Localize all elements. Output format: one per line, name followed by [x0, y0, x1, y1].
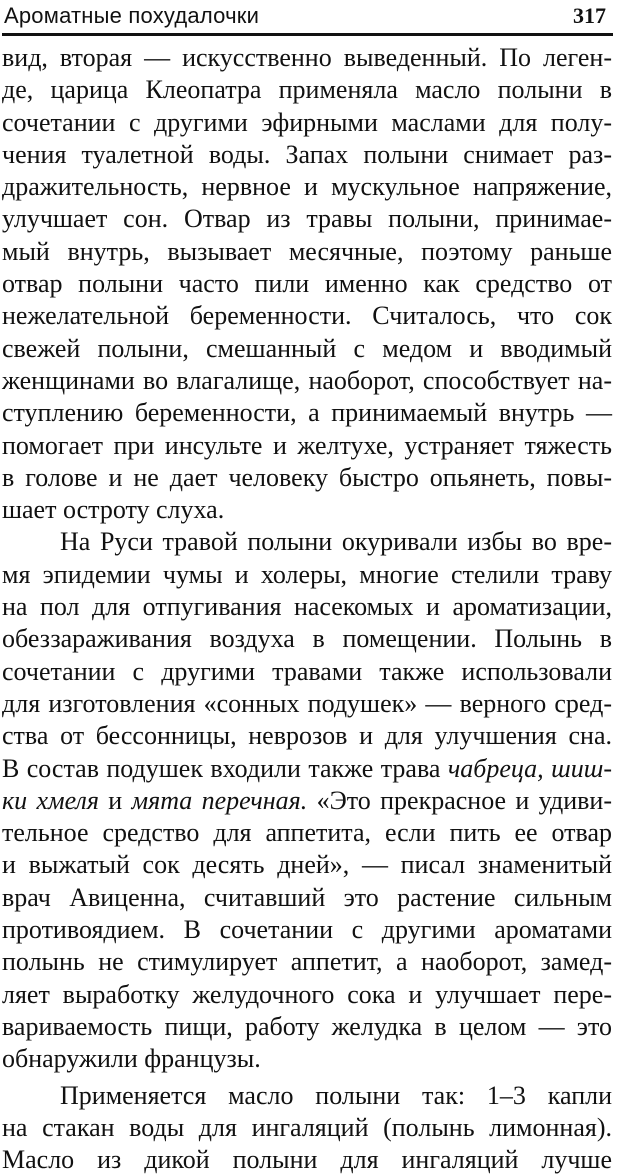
text-line: для изготовления «сонных подушек» — верного сред-: [2, 688, 612, 720]
text-line: ляет выработку желудочного сока и улучшает пере-: [2, 979, 612, 1011]
running-title: Ароматные похудалочки: [4, 2, 259, 30]
text-line: врач Авиценна, считавший это растение сильным: [2, 882, 612, 914]
text-line: на пол для отпугивания насекомых и ароматизации,: [2, 591, 612, 623]
text-line: Масло из дикой полыни для ингаляций лучше: [2, 1144, 612, 1176]
text-line: нежелательной беременности. Считалось, что сок: [2, 300, 612, 332]
paragraph-2: [2, 526, 612, 1075]
text-line: сочетании с другими травами также использовали: [2, 656, 612, 688]
text-line: вид, вторая — искусственно выведенный. По леген-: [2, 42, 612, 74]
text-line: шает остроту слуха.: [2, 494, 612, 526]
text-line: женщинами во влагалище, наоборот, способствует на-: [2, 365, 612, 397]
text-line: в голове и не дает человеку быстро опьянеть, повы-: [2, 462, 612, 494]
text-line: противоядием. В сочетании с другими ароматами: [2, 914, 612, 946]
italic-plant-name: мята перечная.: [132, 786, 308, 815]
text-line: На Руси травой полыни окуривали избы во вре-: [2, 526, 612, 558]
text-line: отвар полыни часто пили именно как средство от: [2, 268, 612, 300]
italic-plant-name: ки хмеля: [2, 786, 99, 815]
text-line: ступлению беременности, а принимаемый внутрь —: [2, 397, 612, 429]
text-line: Применяется масло полыни так: 1–3 капли: [2, 1080, 612, 1112]
text-line: мя эпидемии чумы и холеры, многие стелили траву: [2, 559, 612, 591]
text-line: и выжатый сок десять дней», — писал знаменитый: [2, 849, 612, 881]
text-line: тельное средство для аппетита, если пить ее отвар: [2, 817, 612, 849]
text-line: обеззараживания воздуха в помещении. Полынь в: [2, 623, 612, 655]
paragraph-1: [2, 42, 612, 526]
text-line: помогает при инсульте и желтухе, устраняет тяжесть: [2, 430, 612, 462]
text-line: обнаружили французы.: [2, 1043, 612, 1075]
text-line: вариваемость пищи, работу желудка в целом — это: [2, 1011, 612, 1043]
text-run: «Это прекрасное и удиви-: [307, 786, 612, 815]
text-line: свежей полыни, смешанный с медом и вводимый: [2, 333, 612, 365]
text-line: мый внутрь, вызывает месячные, поэтому раньше: [2, 236, 612, 268]
text-line: полынь не стимулирует аппетит, а наоборот, замед-: [2, 946, 612, 978]
text-line: сочетании с другими эфирными маслами для полу-: [2, 107, 612, 139]
text-line: улучшает сон. Отвар из травы полыни, принимае-: [2, 203, 612, 235]
page-number: 317: [573, 2, 606, 30]
paragraph-3: [2, 1080, 612, 1176]
text-line: на стакан воды для ингаляций (полынь лимонная).: [2, 1112, 612, 1144]
text-line: де, царица Клеопатра применяла масло полыни в: [2, 74, 612, 106]
text-run: и: [99, 786, 132, 815]
text-line-with-italic: [2, 753, 612, 785]
body-text: [2, 42, 612, 1176]
text-line-with-italic: [2, 785, 612, 817]
text-line: ства от бессонницы, неврозов и для улучшения сна.: [2, 720, 612, 752]
text-line: дражительность, нервное и мускульное напряжение,: [2, 171, 612, 203]
text-run: В состав подушек входили также трава: [2, 754, 448, 783]
header-rule: [2, 33, 613, 36]
italic-plant-name: чабреца, шиш-: [448, 754, 612, 783]
text-line: чения туалетной воды. Запах полыни снимает раз-: [2, 139, 612, 171]
